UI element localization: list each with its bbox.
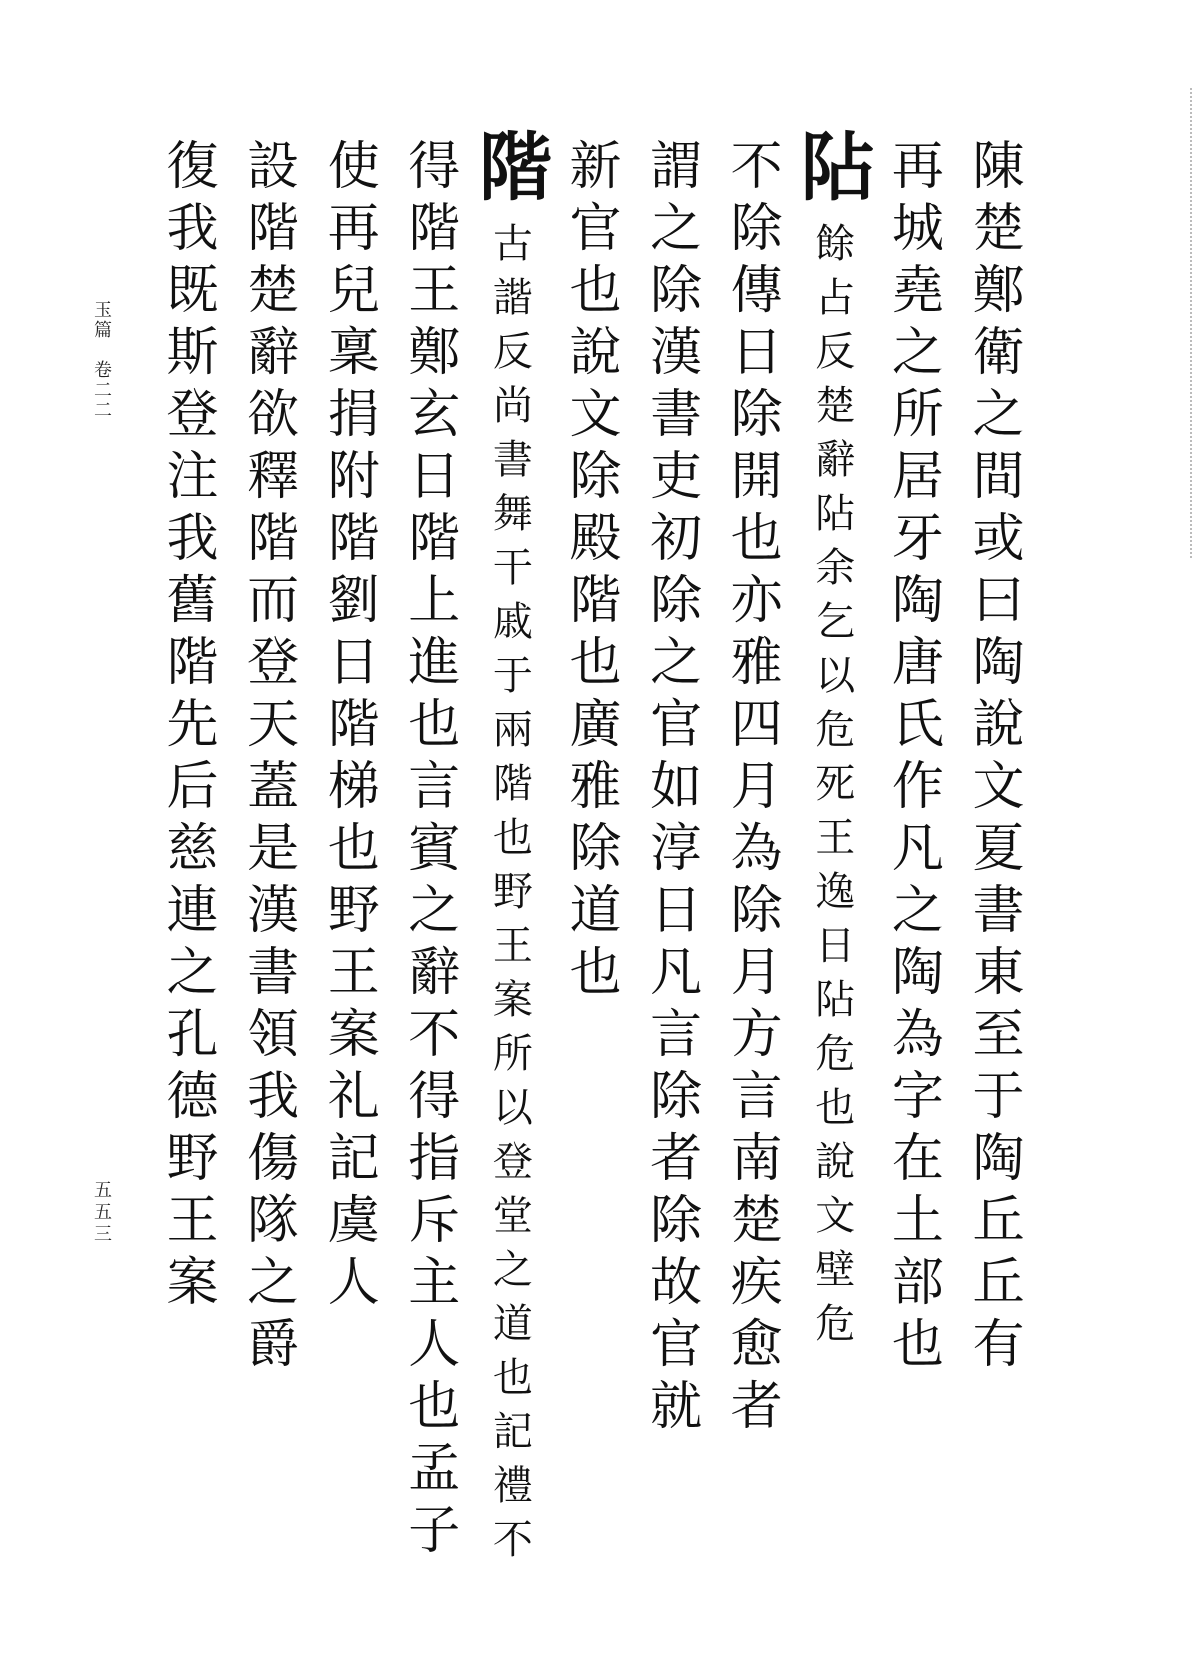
text-column xyxy=(150,128,224,1468)
annotation-text: 古諧反尚書舞干戚于兩階也野王案所以登堂之道也記禮不 xyxy=(486,222,533,1572)
annotation-text: 餘占反楚辭阽余乞以危死王逸日阽危也說文壁危 xyxy=(808,222,855,1356)
scan-edge-marks xyxy=(1178,88,1192,558)
text-column xyxy=(634,128,708,1468)
column-text: 設階楚辭欲釋階而登天蓋是漢書領我傷隊之爵 xyxy=(237,138,298,1378)
column-text: 新官也說文除殿階也廣雅除道也 xyxy=(559,138,620,1006)
text-column xyxy=(553,128,627,1468)
column-text: 謂之除漢書吏初除之官如淳日凡言除者除故官就 xyxy=(640,138,701,1440)
column-text: 陳楚鄭衛之間或曰陶說文夏書東至于陶丘丘有 xyxy=(962,138,1023,1378)
column-text: 使再兒稟捐附階劉日階梯也野王案礼記虞人 xyxy=(318,138,379,1316)
headword: 阽 xyxy=(788,128,875,212)
text-block xyxy=(150,128,1030,1572)
text-column xyxy=(231,128,305,1468)
text-column xyxy=(714,128,788,1468)
column-text: 再城堯之所居牙陶唐氏作凡之陶為字在土部也 xyxy=(882,138,943,1378)
column-text: 復我既斯登注我舊階先后慈連之孔德野王案 xyxy=(157,138,217,1316)
text-column xyxy=(466,128,553,1572)
margin-book-title: 玉篇 卷二二 xyxy=(91,300,112,420)
text-column xyxy=(392,128,466,1564)
column-text: 不除傳日除開也亦雅四月為除月方言南楚疾愈者 xyxy=(721,138,782,1440)
text-column xyxy=(311,128,385,1468)
text-column xyxy=(956,128,1030,1468)
text-column xyxy=(788,128,875,1468)
text-column xyxy=(875,128,949,1468)
column-text: 得階王鄭玄日階上進也言賓之辭不得指斥主人也孟子 xyxy=(398,138,459,1564)
page-number: 五五三 xyxy=(91,1180,112,1246)
headword: 階 xyxy=(466,128,553,212)
